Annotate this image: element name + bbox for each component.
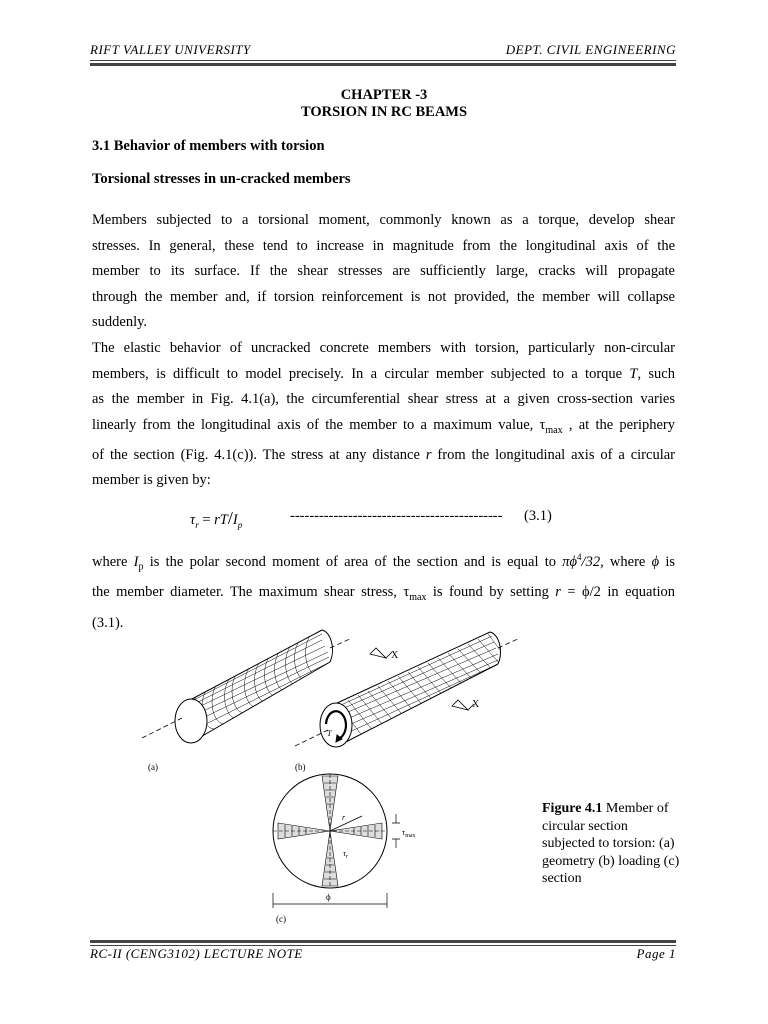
text-line: as the member in Fig. 4.1(a), the circumferential shear stress at a given cross-section varies [92,391,675,407]
figure-label-diameter: ϕ [326,892,331,902]
figure-label-r: r [342,813,346,822]
figure-label-tau-r: $\tau_r$ [343,849,349,860]
text-line: members, is difficult to model precisely. In a circular member subjected to a torque T, such [92,365,675,382]
text-line: stresses. In general, these tend to increase in magnitude from the longitudinal axis of the [92,237,675,254]
figure-label-x2: X [472,699,480,710]
section-cut-markers [370,648,474,710]
paragraph-torsion-intro [92,208,675,336]
header-rule-thick [90,63,676,66]
footer-rule-thick [90,940,676,943]
text-line: through the member and, if torsion reinforcement is not provided, the member will collapse [92,288,675,305]
figure-label-torque: T [327,729,332,738]
figure-caption: Figure 4.1 Member of circular section subjected to torsion: (a) geometry (b) loading (c) section [542,801,680,886]
text-line: the member diameter. The maximum shear stress, $\tau_{max}$ is found by setting r = ϕ/2 in equation [92,584,676,604]
text-line: (3.1). [92,614,124,631]
text-line: member is given by: [92,472,211,489]
page-number: Page 1 [636,946,676,961]
equation-3-1: $\tau_r = rT/I_p$ [190,508,243,530]
text-line: Members subjected to a torsional moment, commonly known as a torque, develop shear [92,212,675,228]
header-department: DEPT. CIVIL ENGINEERING [505,42,676,57]
figure-label-tau-max: $\tau_{max}$ [402,828,416,839]
text-line: where $I_p$ is the polar second moment of area of the section and is equal to $\pi\phi^4/32$, where ϕ is [92,552,676,573]
chapter-title: TORSION IN RC BEAMS [300,104,468,120]
text-line: of the section (Fig. 4.1(c)). The stress at any distance r from the longitudinal axis of a circular [92,446,675,463]
cross-section-c [273,774,400,908]
subsection-heading: Torsional stresses in un-cracked members [92,171,351,187]
text-line: linearly from the longitudinal axis of the member to a maximum value, $\tau_{max}$ , at the periphery [92,416,675,436]
section-heading: 3.1 Behavior of members with torsion [92,138,325,154]
equation-number: (3.1) [524,508,552,524]
running-footer [90,946,676,966]
text-line: member to its surface. If the shear stresses are sufficiently large, cracks will propagate [92,263,675,279]
footer-course: RC-II (CENG3102) LECTURE NOTE [90,946,303,961]
figure-4-1 [130,618,540,928]
header-rule-thin [90,60,676,61]
text-line: The elastic behavior of uncracked concrete members with torsion, particularly non-circular [92,340,675,356]
figure-label-x1: X [391,650,399,661]
figure-label-b: (b) [295,762,306,772]
running-header [90,42,676,62]
header-university: RIFT VALLEY UNIVERSITY [90,42,251,57]
paragraph-elastic-behavior [92,336,675,494]
figure-label-a: (a) [148,762,158,772]
figure-label-c: (c) [276,914,286,924]
text-line: suddenly. [92,314,148,330]
chapter-number: CHAPTER -3 [340,87,428,103]
equation-leader-dashes: -------------------------------------------- [290,508,503,524]
